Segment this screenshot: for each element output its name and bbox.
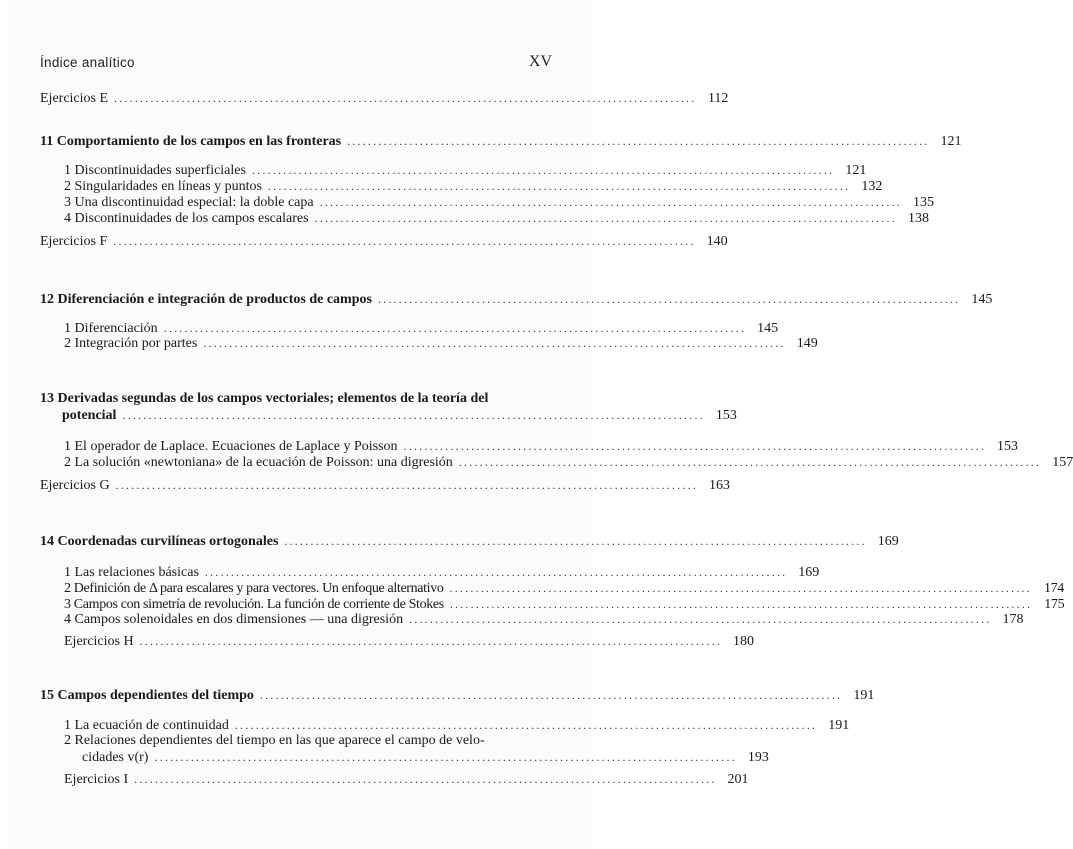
leader-dots: ................................................................................................................ [154, 750, 737, 764]
toc-entry-text: Ejercicios I [64, 772, 129, 787]
toc-page-number: 191 [828, 718, 850, 733]
toc-entry-text: 4 Discontinuidades de los campos escalares [64, 211, 309, 226]
book-page [8, 0, 1073, 849]
toc-section-11-3 [64, 194, 934, 211]
toc-entry-exercises-f [40, 233, 728, 250]
toc-page-number: 140 [706, 234, 728, 249]
toc-page-number: 157 [1052, 455, 1073, 470]
toc-entry-exercises-h [64, 633, 754, 650]
leader-dots: ................................................................................................................ [347, 134, 930, 148]
toc-entry-text: Ejercicios F [40, 234, 108, 249]
toc-section-11-4 [64, 210, 929, 227]
leader-dots: ................................................................................................................ [259, 688, 843, 702]
toc-chapter-title: 14 Coordenadas curvilíneas ortogonales [40, 534, 279, 549]
toc-page-number: 201 [727, 772, 749, 787]
toc-page-number: 138 [907, 211, 929, 226]
toc-entry-exercises-g [40, 477, 730, 494]
leader-dots: ................................................................................................................ [115, 478, 698, 492]
toc-page-number: 180 [733, 634, 754, 649]
toc-section-13-1 [64, 438, 1018, 455]
toc-page-number: 193 [747, 750, 769, 765]
toc-entry-exercises-e [40, 90, 729, 107]
toc-entry-text: 2 Definición de Δ para escalares y para vectores. Un enfoque alternativo [64, 581, 444, 596]
toc-chapter-title: 12 Diferenciación e integración de productos de campos [40, 292, 372, 307]
toc-entry-text: Ejercicios H [64, 634, 134, 649]
toc-chapter-14 [40, 533, 899, 550]
leader-dots: ................................................................................................................ [284, 534, 867, 548]
running-header-page-number: XV [528, 53, 552, 70]
leader-dots: ................................................................................................................ [314, 211, 897, 225]
leader-dots: ................................................................................................................ [377, 292, 961, 306]
toc-page-number: 163 [709, 478, 730, 493]
toc-page-number: 132 [861, 179, 883, 194]
toc-page-number: 145 [757, 321, 779, 336]
toc-page-number: 175 [1044, 597, 1065, 612]
leader-dots: ................................................................................................................ [403, 439, 986, 453]
toc-page-number: 135 [913, 195, 934, 210]
toc-entry-text: 1 Discontinuidades superficiales [64, 163, 246, 178]
toc-chapter-title: 15 Campos dependientes del tiempo [40, 688, 254, 703]
toc-page-number: 153 [715, 408, 737, 423]
leader-dots: ................................................................................................................ [449, 581, 1032, 595]
leader-dots: ................................................................................................................ [319, 195, 902, 209]
leader-dots: ................................................................................................................ [449, 597, 1033, 611]
toc-chapter-title: potencial [62, 408, 117, 423]
toc-section-14-4 [64, 611, 1024, 628]
toc-page-number: 149 [796, 336, 818, 351]
toc-page-number: 169 [877, 534, 899, 549]
leader-dots: ................................................................................................................ [234, 718, 818, 732]
toc-section-11-2 [64, 178, 883, 195]
leader-dots: ................................................................................................................ [203, 336, 786, 350]
leader-dots: ................................................................................................................ [122, 408, 705, 422]
toc-page-number: 112 [707, 91, 729, 106]
toc-entry-text: 1 La ecuación de continuidad [64, 718, 229, 733]
toc-section-11-1 [64, 162, 867, 179]
leader-dots: ................................................................................................................ [163, 321, 747, 335]
toc-chapter-12 [40, 291, 993, 308]
running-header-title: Índice analítico [40, 55, 135, 70]
toc-chapter-title: 11 Comportamiento de los campos en las fronteras [40, 134, 342, 149]
toc-chapter-13-title-line2 [62, 407, 737, 424]
leader-dots: ................................................................................................................ [458, 455, 1042, 469]
toc-section-14-2 [64, 580, 1064, 597]
toc-page-number: 121 [940, 134, 962, 149]
leader-dots: ................................................................................................................ [139, 634, 722, 648]
toc-page-number: 153 [996, 439, 1018, 454]
toc-section-15-1 [64, 717, 850, 734]
toc-chapter-13-title-line1: 13 Derivadas segundas de los campos vectoriales; elementos de la teoría del [40, 391, 489, 406]
toc-entry-text: 1 Diferenciación [64, 321, 158, 336]
leader-dots: ................................................................................................................ [251, 163, 835, 177]
toc-section-15-2-line1 [64, 733, 485, 749]
leader-dots: ................................................................................................................ [267, 179, 851, 193]
toc-entry-text: 2 Integración por partes [64, 336, 198, 351]
toc-entry-text: Ejercicios E [40, 91, 109, 106]
toc-section-15-2-line2 [82, 749, 769, 766]
leader-dots: ................................................................................................................ [113, 234, 696, 248]
toc-page-number: 191 [853, 688, 875, 703]
leader-dots: ................................................................................................................ [409, 612, 992, 626]
toc-entry-text: 1 Las relaciones básicas [64, 565, 199, 580]
toc-entry-text: 1 El operador de Laplace. Ecuaciones de Laplace y Poisson [64, 439, 398, 454]
toc-page-number: 174 [1043, 581, 1064, 596]
toc-page-number: 145 [971, 292, 993, 307]
toc-entry-text: 3 Campos con simetría de revolución. La función de corriente de Stokes [64, 597, 444, 612]
toc-entry-text: cidades v(r) [82, 750, 149, 765]
toc-page-number: 169 [798, 565, 820, 580]
leader-dots: ................................................................................................................ [134, 772, 717, 786]
toc-entry-exercises-i [64, 771, 749, 788]
toc-entry-text: 2 Singularidades en líneas y puntos [64, 179, 262, 194]
toc-entry-text: 2 La solución «newtoniana» de la ecuación de Poisson: una digresión [64, 455, 453, 470]
toc-entry-text: 3 Una discontinuidad especial: la doble capa [64, 195, 314, 210]
toc-entry-text: 2 Relaciones dependientes del tiempo en las que aparece el campo de velo- [64, 733, 485, 748]
toc-section-13-2 [64, 454, 1073, 471]
toc-section-12-2 [64, 335, 818, 352]
leader-dots: ................................................................................................................ [114, 91, 697, 105]
toc-entry-text: Ejercicios G [40, 478, 110, 493]
leader-dots: ................................................................................................................ [204, 565, 788, 579]
toc-chapter-15 [40, 687, 875, 704]
toc-section-14-1 [64, 564, 820, 581]
toc-page-number: 178 [1002, 612, 1024, 627]
toc-chapter-11 [40, 133, 962, 150]
toc-page-number: 121 [845, 163, 867, 178]
toc-entry-text: 4 Campos solenoidales en dos dimensiones — una digresión [64, 612, 404, 627]
